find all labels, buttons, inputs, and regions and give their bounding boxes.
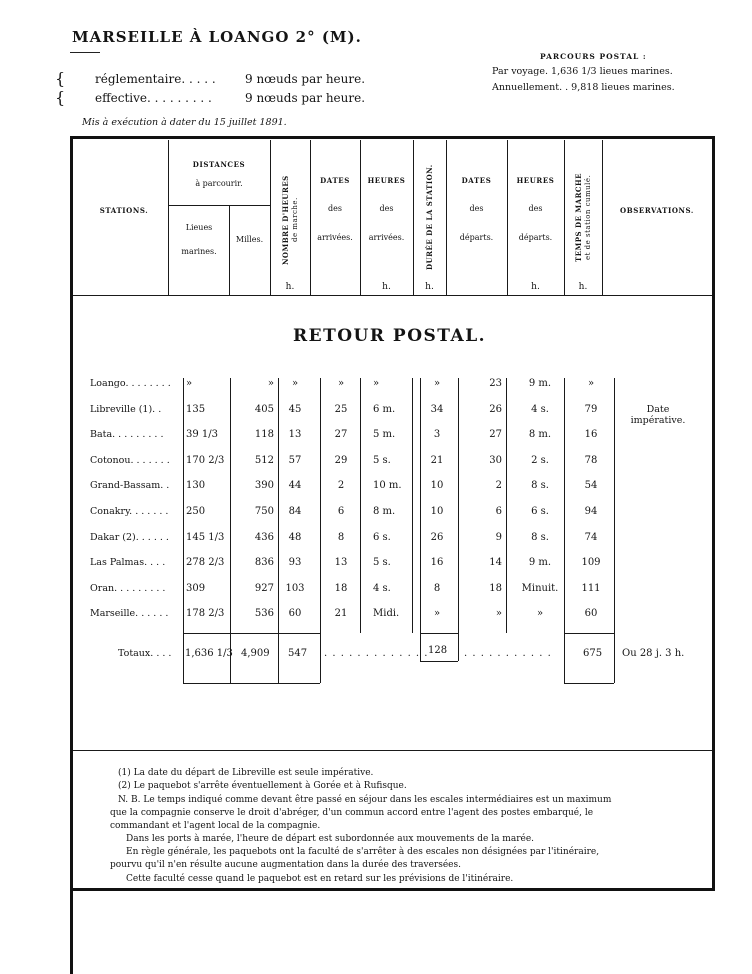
cell-milles: 927 <box>254 582 274 594</box>
cell-date-depart: » <box>495 608 502 620</box>
cell-date-depart: 9 <box>495 531 502 543</box>
totals-observation: Ou 28 j. 3 h. <box>622 648 685 659</box>
speed-label: effective. . . . . . . . . <box>95 91 212 105</box>
totals-duree: 128 <box>428 645 448 656</box>
brace-icon: { <box>55 69 66 88</box>
cell-heure-arrivee: 5 s. <box>373 557 391 569</box>
col-rule <box>168 140 169 295</box>
cell-date-depart: 14 <box>489 557 502 569</box>
cell-station: Bata. . . . . . . . . <box>90 429 164 441</box>
frame-tail-rule <box>70 888 73 974</box>
cell-duree: 8 <box>433 582 441 594</box>
cell-date-depart: 23 <box>489 378 502 389</box>
footnote-line: En règle générale, les paquebots ont la faculté de s'arrêter à des escales non désignées par l'itinéraire, <box>126 847 600 857</box>
col-rule <box>360 140 361 295</box>
cell-lieues: 130 <box>186 480 206 492</box>
footnote-line: commandant et l'agent local de la compagnie. <box>110 821 321 831</box>
cell-heure-arrivee: 5 s. <box>373 454 391 466</box>
cell-duree: 10 <box>430 480 444 492</box>
cell-cumul: 94 <box>584 506 598 517</box>
table-row <box>0 480 752 502</box>
cell-date-arrivee: 25 <box>334 403 348 415</box>
table-row <box>0 532 752 554</box>
header-stations: STATIONS. <box>99 206 149 215</box>
totals-leader: . . . . . . . . . . . . . <box>324 648 429 659</box>
cell-station: Conakry. . . . . . . <box>90 506 169 517</box>
cell-date-depart: 27 <box>489 429 502 441</box>
cell-cumul: 16 <box>584 429 598 441</box>
cell-heure-depart: 9 m. <box>528 557 552 569</box>
totals-cumul: 675 <box>583 648 603 659</box>
cell-heure-depart: » <box>536 608 544 620</box>
cell-station: Marseille. . . . . . <box>90 608 169 620</box>
footnote-line: Cette faculté cesse quand le paquebot est en retard sur les prévisions de l'itinéraire. <box>126 874 514 884</box>
cell-station: Oran. . . . . . . . . <box>90 582 166 594</box>
cell-heure-arrivee: 4 s. <box>373 582 391 594</box>
table-row <box>0 378 752 400</box>
header-dates-dep-3: départs. <box>459 233 494 242</box>
cell-duree: » <box>433 608 441 620</box>
unit-heures-dep: h. <box>531 282 540 292</box>
col-rule <box>446 140 447 295</box>
cell-milles: 750 <box>254 506 274 517</box>
brace-icon: { <box>55 88 66 107</box>
table-row <box>0 455 752 477</box>
cell-heure-depart: 6 s. <box>531 506 549 517</box>
cell-lieues: 135 <box>186 403 206 415</box>
cell-date-depart: 30 <box>489 454 502 466</box>
header-nombre-heures <box>272 150 308 290</box>
cell-station: Las Palmas. . . . <box>90 557 166 569</box>
cell-heures: 57 <box>288 454 302 466</box>
totals-label: Totaux. . . . <box>118 648 172 659</box>
speed-value: 9 nœuds par heure. <box>245 72 366 86</box>
cell-milles: 436 <box>254 531 274 543</box>
cell-heures: 48 <box>288 531 302 543</box>
header-lieues: Lieues <box>185 223 213 232</box>
totals-top-rule <box>420 633 458 634</box>
table-row <box>0 557 752 579</box>
col-rule <box>270 140 271 295</box>
cell-heure-depart: 8 s. <box>531 480 549 492</box>
cell-date-depart: 6 <box>495 506 502 517</box>
cell-heure-arrivee: 6 m. <box>373 403 396 415</box>
cell-heure-depart: 4 s. <box>531 403 549 415</box>
cell-duree: 16 <box>430 557 444 569</box>
cell-heures: 13 <box>288 429 302 441</box>
col-rule <box>310 140 311 295</box>
cell-heures: 60 <box>288 608 302 620</box>
title-rule <box>70 52 100 53</box>
speed-value: 9 nœuds par heure. <box>245 91 366 105</box>
header-dates-arr-3: arrivées. <box>317 233 353 242</box>
table-row <box>0 583 752 605</box>
cell-lieues: 145 1/3 <box>186 531 225 543</box>
cell-milles: 390 <box>254 480 274 492</box>
cell-duree: 26 <box>430 531 444 543</box>
totals-heures: 547 <box>288 648 308 659</box>
header-duree <box>414 145 445 290</box>
cell-lieues: 178 2/3 <box>186 608 225 620</box>
col-rule <box>229 205 230 295</box>
header-dates-arr: DATES <box>320 176 350 185</box>
cell-milles: 536 <box>254 608 274 620</box>
table-row <box>0 429 752 451</box>
header-dates-dep: DATES <box>461 176 492 185</box>
cell-station: Dakar (2). . . . . . <box>90 531 169 543</box>
cell-heures: 84 <box>288 506 302 517</box>
totals-top-rule <box>183 633 320 634</box>
cell-lieues: » <box>186 378 193 389</box>
cell-station: Loango. . . . . . . . <box>90 378 171 389</box>
parcours-voyage: Par voyage. 1,636 1/3 lieues marines. <box>492 66 673 77</box>
cell-heures: » <box>291 378 299 389</box>
footnote-line: pourvu qu'il n'en résulte aucune augmentation dans la durée des traversées. <box>110 860 461 870</box>
col-rule <box>507 140 508 295</box>
header-temps <box>565 145 601 290</box>
unit-duree: h. <box>425 282 434 292</box>
table-row <box>0 506 752 528</box>
cell-heure-depart: 8 s. <box>531 531 549 543</box>
cell-lieues: 39 1/3 <box>186 429 218 441</box>
cell-date-arrivee: 29 <box>334 454 348 466</box>
header-heures-dep-2: des <box>528 204 543 213</box>
table-row <box>0 404 752 426</box>
cell-date-arrivee: 27 <box>334 429 348 441</box>
footnote-line: que la compagnie conserve le droit d'abréger, d'un commun accord entre l'agent des postes embarqué, le <box>110 808 594 818</box>
speed-label: réglementaire. . . . . <box>95 72 216 86</box>
cell-date-depart: 18 <box>489 582 502 594</box>
header-heures-dep: HEURES <box>516 176 555 185</box>
cell-heure-arrivee: 6 s. <box>373 531 391 543</box>
cell-station: Grand-Bassam. . <box>90 480 170 492</box>
header-bottom-rule <box>73 295 712 296</box>
table-row <box>0 608 752 630</box>
cell-duree: » <box>433 378 441 389</box>
cell-heure-depart: 8 m. <box>528 429 552 441</box>
totals-lieues: 1,636 1/3 <box>185 648 233 659</box>
cell-cumul: » <box>587 378 595 389</box>
cell-date-arrivee: 2 <box>337 480 345 492</box>
cell-heures: 44 <box>288 480 302 492</box>
cell-heure-depart: Minuit. <box>521 582 559 594</box>
header-observations: OBSERVATIONS. <box>620 206 694 215</box>
unit-temps: h. <box>578 282 588 292</box>
header-dates-dep-2: des <box>469 204 484 213</box>
cell-heures: 45 <box>288 403 302 415</box>
header-distances: DISTANCES <box>192 160 246 169</box>
cell-duree: 34 <box>430 403 444 415</box>
totals-top-rule <box>564 633 614 634</box>
col-rule <box>602 140 603 295</box>
footnote-line: (2) Le paquebot s'arrête éventuellement à Gorée et à Rufisque. <box>118 781 407 791</box>
cell-milles: 118 <box>254 429 274 441</box>
totals-row <box>0 645 752 670</box>
cell-cumul: 54 <box>584 480 598 492</box>
cell-heure-arrivee: » <box>373 378 380 389</box>
cell-cumul: 109 <box>581 557 601 569</box>
unit-heures-arr: h. <box>382 282 391 292</box>
header-lieues-2: marines. <box>181 247 217 256</box>
footnote-line: (1) La date du départ de Libreville est seule impérative. <box>118 768 374 778</box>
cell-station: Libreville (1). . <box>90 403 162 415</box>
cell-heure-arrivee: 8 m. <box>373 506 396 517</box>
cell-heures: 103 <box>285 582 305 594</box>
totals-bottom-rule <box>183 683 320 684</box>
cell-observation: Date impérative. <box>630 403 686 426</box>
cell-heure-arrivee: 5 m. <box>373 429 396 441</box>
header-distances-sub: à parcourir. <box>195 179 243 188</box>
totals-milles: 4,909 <box>241 648 270 659</box>
cell-lieues: 250 <box>186 506 206 517</box>
cell-milles: » <box>267 378 274 389</box>
execution-date: Mis à exécution à dater du 15 juillet 1891. <box>82 117 287 128</box>
header-heures-arr: HEURES <box>367 176 406 185</box>
cell-duree: 3 <box>433 429 441 441</box>
header-duree-label: DURÉE DE LA STATION. <box>425 164 434 271</box>
header-heures-arr-2: des <box>379 204 394 213</box>
cell-heure-depart: 2 s. <box>531 454 549 466</box>
cell-date-depart: 26 <box>489 403 502 415</box>
cell-heure-arrivee: Midi. <box>373 608 400 620</box>
cell-cumul: 74 <box>584 531 598 543</box>
header-dates-arr-2: des <box>328 204 342 213</box>
cell-date-arrivee: 18 <box>334 582 348 594</box>
section-title: RETOUR POSTAL. <box>293 326 487 346</box>
cell-lieues: 170 2/3 <box>186 454 225 466</box>
footnote-line: Dans les ports à marée, l'heure de départ est subordonnée aux mouvements de la marée. <box>126 834 535 844</box>
cell-heure-arrivee: 10 m. <box>373 480 402 492</box>
cell-milles: 512 <box>254 454 274 466</box>
distances-subrule <box>168 205 270 206</box>
unit-nombre: h. <box>285 282 295 292</box>
parcours-title: PARCOURS POSTAL : <box>540 52 647 61</box>
header-heures-arr-3: arrivées. <box>368 233 405 242</box>
cell-heures: 93 <box>288 557 302 569</box>
cell-lieues: 309 <box>186 582 206 594</box>
cell-date-arrivee: 13 <box>334 557 348 569</box>
header-temps-label: TEMPS DE MARCHE et de station cumulé. <box>574 173 592 262</box>
cell-date-arrivee: 6 <box>337 506 345 517</box>
cell-duree: 21 <box>430 454 444 466</box>
cell-cumul: 78 <box>584 454 598 466</box>
header-nombre-heures-label: NOMBRE D'HEURES de marche. <box>281 175 299 265</box>
notes-top-rule <box>73 750 712 751</box>
cell-milles: 405 <box>254 403 274 415</box>
cell-cumul: 79 <box>584 403 598 415</box>
cell-lieues: 278 2/3 <box>186 557 225 569</box>
totals-leader-2: . . . . . . . . . . . <box>464 648 552 659</box>
header-heures-dep-3: départs. <box>518 233 553 242</box>
cell-date-arrivee: 8 <box>337 531 345 543</box>
cell-duree: 10 <box>430 506 444 517</box>
page-title: MARSEILLE À LOANGO 2° (M). <box>72 28 362 46</box>
totals-bottom-rule <box>564 683 614 684</box>
cell-date-arrivee: » <box>337 378 345 389</box>
cell-station: Cotonou. . . . . . . <box>90 454 170 466</box>
frame-bottom-rule <box>70 888 715 891</box>
footnote-line: N. B. Le temps indiqué comme devant être passé en séjour dans les escales intermédiaires est un maximum <box>118 795 612 805</box>
cell-cumul: 60 <box>584 608 598 620</box>
cell-date-arrivee: 21 <box>334 608 348 620</box>
cell-milles: 836 <box>254 557 274 569</box>
cell-heure-depart: 9 m. <box>528 378 552 389</box>
cell-date-depart: 2 <box>495 480 502 492</box>
parcours-annuel: Annuellement. . 9,818 lieues marines. <box>492 82 675 93</box>
header-milles: Milles. <box>235 235 264 244</box>
cell-cumul: 111 <box>581 582 601 594</box>
